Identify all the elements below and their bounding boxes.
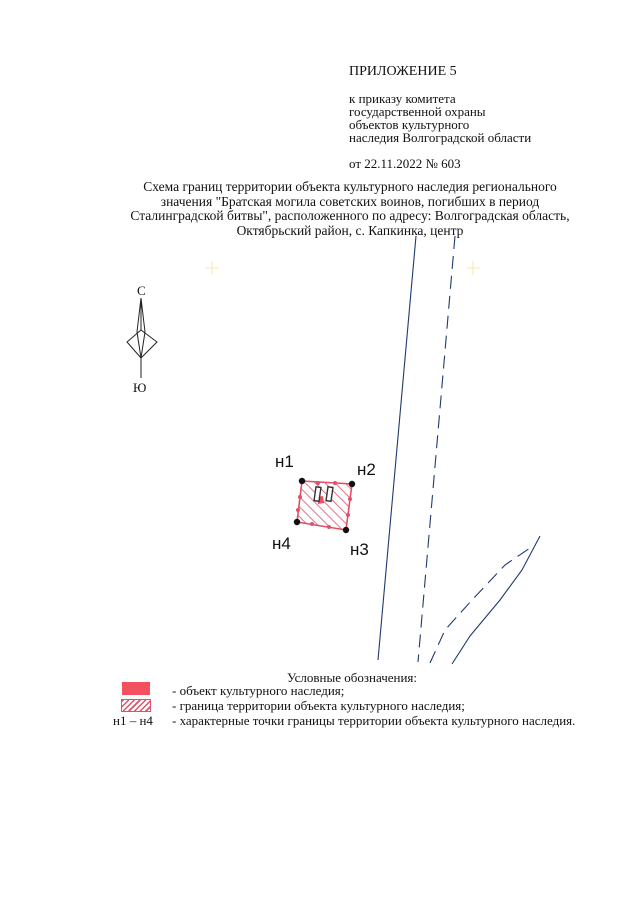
road-dashed-branch	[430, 548, 530, 663]
legend-points-symbol: н1 – н4	[113, 713, 153, 728]
boundary-point-n4	[294, 519, 300, 525]
compass-south-label: Ю	[133, 380, 147, 395]
point-label-n4: н4	[272, 534, 291, 553]
boundary-point-n1	[299, 478, 305, 484]
north-arrow	[127, 298, 157, 378]
point-label-n2: н2	[357, 460, 376, 479]
order-line: наследия Волгоградской области	[349, 130, 532, 145]
order-date: от 22.11.2022 № 603	[349, 156, 461, 171]
boundary-point-n2	[349, 481, 355, 487]
appendix-title: ПРИЛОЖЕНИЕ 5	[349, 64, 457, 79]
legend-item-object: - объект культурного наследия;	[172, 683, 345, 698]
legend-item-points: - характерные точки границы территории объекта культурного наследия.	[172, 713, 576, 728]
compass-north-label: С	[137, 283, 146, 298]
title-line: Сталинградской битвы", расположенного по адресу: Волгоградская область,	[130, 208, 570, 223]
legend-object-swatch	[122, 682, 150, 695]
order-line: объектов культурного	[349, 117, 470, 132]
crosshair-marks	[205, 261, 480, 275]
boundary-point-n3	[343, 527, 349, 533]
title-line: Октябрьский район, с. Капкинка, центр	[236, 222, 464, 238]
road-solid-branch	[452, 536, 540, 664]
title-line: Схема границ территории объекта культурного наследия регионального	[143, 179, 557, 194]
title-line: значения "Братская могила советских воинов, погибших в период	[160, 193, 540, 209]
legend-item-boundary: - граница территории объекта культурного наследия;	[172, 698, 465, 713]
road-solid-line	[378, 236, 416, 660]
territory-boundary	[297, 481, 352, 530]
order-line: государственной охраны	[349, 104, 486, 119]
road-dashed-line	[418, 236, 455, 662]
order-line: к приказу комитета	[349, 91, 456, 106]
legend-boundary-swatch	[121, 699, 151, 712]
point-label-n3: н3	[350, 540, 369, 559]
point-label-n1: н1	[275, 452, 294, 471]
legend-title: Условные обозначения:	[287, 670, 418, 685]
